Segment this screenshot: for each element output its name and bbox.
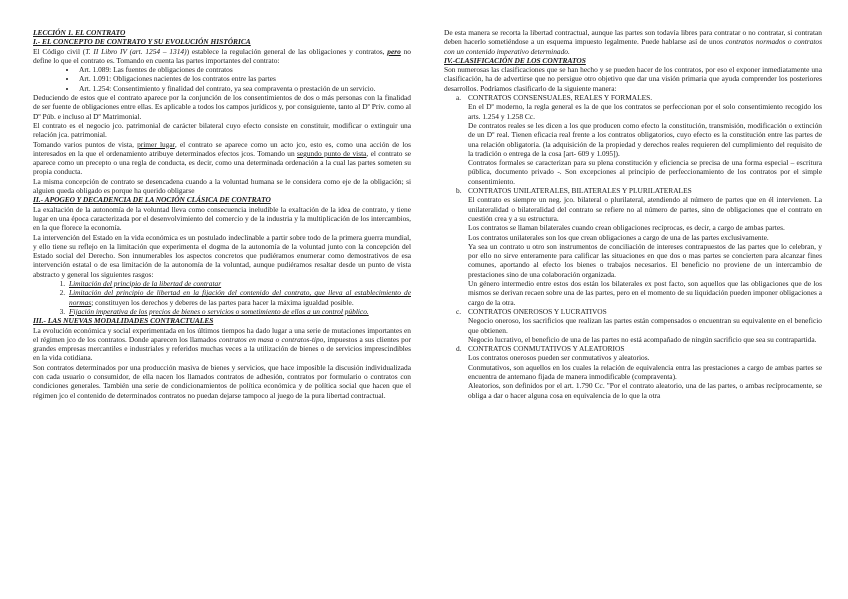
list-item [67, 279, 411, 288]
section-title [444, 307, 822, 316]
list-item-title: Limitación del principio de la libertad de contratar [69, 279, 222, 289]
paragraph: El contrato es el negocio jco. patrimonial de carácter bilateral cuyo efecto consiste en constituir, modificar o extinguir una relación jca. patrimonial. [33, 120, 411, 140]
section-title [444, 344, 822, 353]
section-letter: d. [456, 344, 462, 354]
heading-1: I.- EL CONCEPTO DE CONTRATO Y SU EVOLUCIÓN HISTÓRICA [33, 37, 251, 47]
section-title-text: CONTRATOS CONSENSUALES, REALES Y FORMALES. [468, 93, 653, 103]
paragraph: Negocio lucrativo, el beneficio de una de las partes no está acompañado de ningún sacrificio que sea su contrapartida. [468, 334, 817, 344]
heading-2: II.- APOGEO Y DECADENCIA DE LA NOCIÓN CLÁSICA DE CONTRATO [33, 195, 271, 205]
list-item: • Art. 1.091: Obligaciones nacientes de los contratos entre las partes [77, 74, 411, 83]
emphasis: contratos normados o contratos con un contenido imperativo determinado. [444, 37, 822, 56]
section-title [444, 93, 822, 102]
paragraph: De contratos reales se les dicen a los que producen como efecto la constitución, transmisión, modificación o extinción de un Dº real. Tienen eficacia real frente a los contratos obligatorios, cuyo efecto es la constitución entre las partes de una relación obligatoria. (la adquisición de la propiedad y derechos reales requieren del cumplimiento del requisito de la tradición o entrega de la cosa [art- 609 y 1.095]). [468, 120, 822, 158]
paragraph: Aleatorios, son definidos por el art. 1.790 Cc. "Por el contrato aleatorio, una de las partes, o ambas recíprocamente, se obliga a dar o hacer alguna cosa en equivalencia de lo que la otra [468, 381, 822, 400]
emphasis: pero [387, 46, 401, 56]
list-item [67, 307, 411, 316]
paragraph: En el Dº moderno, la regla general es la de que los contratos se perfeccionan por el solo consentimiento recogido los arts. 1.254 y 1.258 Cc. [468, 102, 822, 121]
paragraph [33, 47, 411, 66]
numbered-list [33, 279, 411, 316]
paragraph [33, 140, 411, 177]
lesson-title: LECCIÓN 1. EL CONTRATO [33, 28, 126, 37]
paragraph: La exaltación de la autonomía de la voluntad lleva como consecuencia ineludible la exaltación de la idea de contrato, y tiene lugar en una época caracterizada por el desenvolvimiento del comercio y de la industria y la multiplicación de los intercambios, en la que florece la economía. [33, 204, 411, 233]
heading-3: III.- LAS NUEVAS MODALIDADES CONTRACTUALES [33, 316, 214, 326]
list-item: • Art. 1.254: Consentimiento y finalidad del contrato, ya sea compraventa o prestación de un servicio. [77, 84, 411, 93]
paragraph: El contrato es siempre un neg. jco. bilateral o plurilateral, atendiendo al número de partes que en él intervienen. La unilateralidad o bilateralidad del contrato se refiere no al número de partes, sino de obligaciones que el contrato en cuestión crea y a su estructura. [468, 195, 822, 223]
paragraph: Deduciendo de estos que el contrato aparece por la conjunción de los consentimientos de dos o más personas con la finalidad de ser fuente de obligaciones entre ellas. Es aplicable a todos los campos jurídicos y, por consiguiente, tanto al Dº Priv. como al Dº Púb. e incluso al Dº Matrimonial. [33, 93, 411, 121]
section-title [444, 186, 822, 195]
left-column [33, 28, 411, 400]
heading-4: IV.-CLASIFICACIÓN DE LOS CONTRATOS [444, 55, 586, 65]
list-item: • Art. 1.089: Las fuentes de obligaciones de contratos [77, 65, 411, 74]
section-letter: b. [456, 186, 462, 196]
paragraph [33, 326, 411, 363]
paragraph [444, 28, 822, 56]
text: La evolución económica y social experimentada en los últimos tiempos ha dado lugar a una serie de mutaciones importantes en el régimen jco de los contratos. Donde aparecen los llamados [33, 325, 411, 344]
text: El Código civil ( [33, 46, 86, 56]
text: Tomando varios puntos de vista, [33, 139, 138, 149]
emphasis: segundo punto de vista [297, 148, 367, 158]
paragraph: Negocio oneroso, los sacrificios que realizan las partes están compensados o encuentran su equivalente en el beneficio que obtienen. [468, 316, 822, 335]
section-title-text: CONTRATOS UNILATERALES, BILATERALES Y PLURILATERALES [468, 186, 692, 196]
classification-section [444, 344, 822, 400]
text: ) establece la regulación general de las obligaciones y contratos, [186, 46, 388, 56]
article-list [33, 65, 411, 93]
text: De esta manera se recorta la libertad contractual, aunque las partes son todavía libres para contratar o no contratar, si contratan deben hacerlo sometiéndose a un esquema impuesto legalmente. Puede hablarse así de unos [444, 28, 822, 47]
section-title-text: CONTRATOS ONEROSOS Y LUCRATIVOS [468, 306, 607, 316]
text: , el contrato se aparece como un acto jco, esto es, como una acción de los interesados en la que el ordenamiento atribuye determinados efectos jcos. Tomando un [33, 139, 411, 158]
list-item-title: Fijación imperativa de los precios de bienes o servicios o sometimiento de ellos a un control público. [69, 306, 369, 316]
paragraph: Son numerosas las clasificaciones que se han hecho y se pueden hacer de los contratos, por eso el exponer inmediatamente una clasificación, ha de advertirse que no persigue otro objetivo que dar una visión primaria que ayuda comprender los posteriores desarrollos. Podríamos clasificarlo de la siguiente manera: [444, 65, 822, 93]
paragraph: Los contratos se llaman bilaterales cuando crean obligaciones recíprocas, es decir, a cargo de ambas partes. [468, 223, 785, 233]
paragraph: Los contratos onerosos pueden ser conmutativos y aleatorios. [468, 353, 650, 363]
section-letter: c. [456, 306, 462, 316]
code-citation: T. II Libro IV (art. 1254 – 1314) [85, 46, 187, 56]
list-item [67, 288, 411, 307]
text: ; constituyen los derechos y deberes de las partes para hacer la máxima igualdad posible. [91, 297, 354, 307]
paragraph: Un género intermedio entre estos dos están los bilaterales ex post facto, son aquellos que las obligaciones que de los mismos se derivan recaen sobre una de las partes, pero en el momento de su liquidación pueden imponer obligaciones a cargo de la otra. [468, 279, 822, 307]
list-item-title: Limitación del principio de libertad en la fijación del contenido del contrato, que lleva al establecimiento de normas [69, 288, 411, 307]
emphasis: contratos en masa o contratos-tipo [218, 334, 324, 344]
emphasis: primer lugar [137, 139, 175, 149]
paragraph: Ya sea un contrato u otro son instrumentos de conciliación de intereses contrapuestos de las partes que lo celebran, y por ello no sirve enteramente para calificar las situaciones en que dos o mas partes se concierten para alcanzar fines comunes, aportando al efecto los bienes o trabajos necesarios. El beneficio no proviene de un intercambio de prestaciones sino de una colaboración organizada. [468, 241, 822, 279]
section-letter: a. [456, 93, 462, 103]
paragraph: Contratos formales se caracterizan para su plena constitución y eficiencia se precisa de una forma especial – escritura pública, documento privado -. Son excepciones al principio de perfeccionamiento de los contratos por el simple consentimiento. [468, 158, 822, 186]
classification-section [444, 307, 822, 344]
paragraph: Son contratos determinados por una producción masiva de bienes y servicios, que hace imposible la discusión individualizada con cada usuario o consumidor, de ella nacen los llamados contratos de adhesión, contratos por formulario o contratos con condiciones generales. También una serie de condicionamientos de política económica y de política social que hacen que el régimen jco el contenido de determinados contratos no puedan dejarse tampoco al juego de la pura libertad contractual. [33, 362, 411, 400]
section-title-text: CONTRATOS CONMUTATIVOS Y ALEATORIOS [468, 344, 625, 354]
paragraph: La misma concepción de contrato se desencadena cuando a la voluntad humana se le considera como eje de la obligación; si alguien queda obligado es porque ha querido obligarse [33, 176, 411, 196]
text: , el contrato se aparece como un precepto o una regla de conducta, es decir, como una determinada ordenación a la cual las partes someten su propia conducta. [33, 148, 411, 177]
classification-section [444, 186, 822, 307]
text: , impuestos a sus clientes por grandes empresas mercantiles e industriales y referidos muchas veces a la utilización de bienes o de servicios imprescindibles en la vida cotidiana. [33, 334, 412, 363]
text: no define lo que el contrato es. Tomando en cuenta las partes importantes del contrato: [33, 46, 411, 65]
paragraph: Conmutativos, son aquellos en los cuales la relación de equivalencia entra las prestaciones a cargo de ambas partes se encuentra de antemano fijada de manera inmodificable (compraventa). [468, 362, 822, 381]
paragraph: La intervención del Estado en la vida económica es un postulado indeclinable a partir sobre todo de la primera guerra mundial, y ello tiene su reflejo en la limitación que experimenta el dogma de la autonomía de la voluntad junto con la concepción del Estado social del Derecho. Son innumerables los aspectos concretos que pudiéramos enumerar como demostrativos de esa intervención estatal o de esa limitación de la autonomía de la voluntad, aunque pudiéramos resaltar desde un punto de vista abstracto y general los siguientes rasgos: [33, 232, 411, 279]
right-column [444, 28, 822, 400]
paragraph: Los contratos unilaterales son los que crean obligaciones a cargo de una de las partes exclusivamente. [468, 232, 769, 242]
classification-section [444, 93, 822, 186]
